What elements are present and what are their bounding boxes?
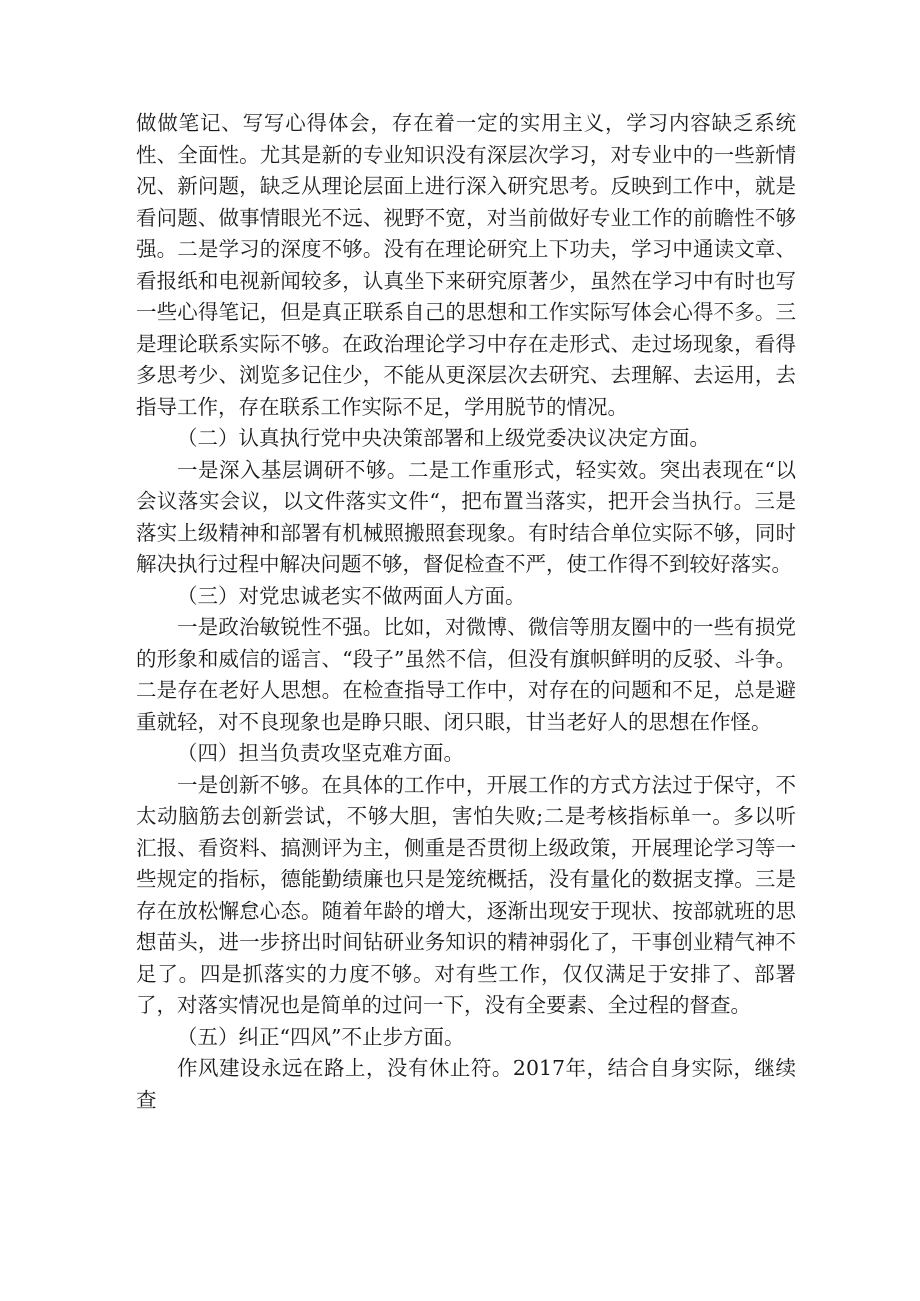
paragraph-section-2: 一是深入基层调研不够。二是工作重形式，轻实效。突出表现在“以会议落实会议，以文件落实文件“，把布置当落实，把开会当执行。三是落实上级精神和部署有机械照搬照套现象。有时结合单位实际不够，同时解决执行过程中解决问题不够，督促检查不严，使工作得不到较好落实。 [136, 457, 796, 576]
document-body [136, 108, 796, 1116]
heading-section-3: （三）对党忠诚老实不做两面人方面。 [177, 583, 526, 608]
paragraph-section-5: 作风建设永远在路上，没有休止符。2017年，结合自身实际，继续查 [136, 1056, 796, 1112]
heading-section-5: （五）纠正“四风”不止步方面。 [177, 1024, 465, 1049]
heading-section-4: （四）担当负责攻坚克难方面。 [177, 741, 464, 765]
paragraph-section-4: 一是创新不够。在具体的工作中，开展工作的方式方法过于保守，不太动脑筋去创新尝试，不够大胆，害怕失败;二是考核指标单一。多以听汇报、看资料、搞测评为主，侧重是否贯彻上级政策，开展理论学习等一些规定的指标，德能勤绩廉也只是笼统概括，没有量化的数据支撑。三是存在放松懈怠心态。随着年龄的增大，逐渐出现安于现状、按部就班的思想苗头，进一步挤出时间钻研业务知识的精神弱化了，干事创业精气神不足了。四是抓落实的力度不够。对有些工作，仅仅满足于安排了、部署了，对落实情况也是简单的过问一下，没有全要素、全过程的督查。 [136, 772, 796, 1017]
paragraph-study-issues: 做做笔记、写写心得体会，存在着一定的实用主义，学习内容缺乏系统性、全面性。尤其是新的专业知识没有深层次学习，对专业中的一些新情况、新问题，缺乏从理论层面上进行深入研究思考。反映到工作中，就是看问题、做事情眼光不远、视野不宽，对当前做好专业工作的前瞻性不够强。二是学习的深度不够。没有在理论研究上下功夫，学习中通读文章、看报纸和电视新闻较多，认真坐下来研究原著少，虽然在学习中有时也写一些心得笔记，但是真正联系自己的思想和工作实际写体会心得不多。三是理论联系实际不够。在政治理论学习中存在走形式、走过场现象，看得多思考少、浏览多记住少，不能从更深层次去研究、去理解、去运用，去指导工作，存在联系工作实际不足，学用脱节的情况。 [136, 111, 796, 419]
paragraph-section-3: 一是政治敏锐性不强。比如，对微博、微信等朋友圈中的一些有损党的形象和威信的谣言、“段子”虽然不信，但没有旗帜鲜明的反驳、斗争。二是存在老好人思想。在检查指导工作中，对存在的问题和不足，总是避重就轻，对不良现象也是睁只眼、闭只眼，甘当老好人的思想在作怪。 [136, 615, 796, 734]
heading-section-2: （二）认真执行党中央决策部署和上级党委决议决定方面。 [177, 426, 710, 450]
